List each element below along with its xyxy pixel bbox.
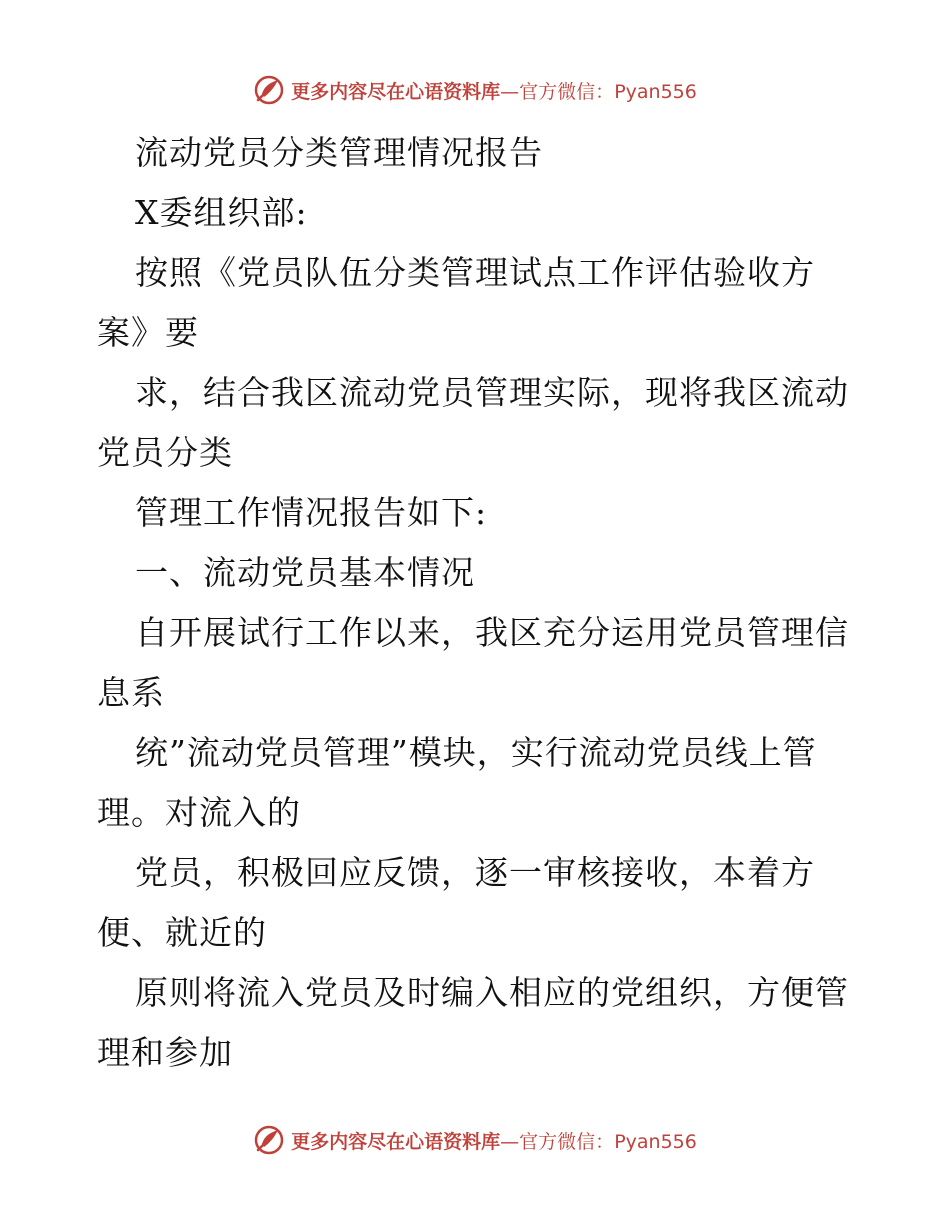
banner-wechat-label: 官方微信：: [519, 1130, 615, 1153]
footer-banner: [0, 1120, 950, 1160]
paragraph-line: 党员，积极回应反馈，逐一审核接收，本着方: [135, 853, 815, 892]
paragraph-line: 统”流动党员管理”模块，实行流动党员线上管: [135, 733, 817, 772]
paragraph-line: 管理工作情况报告如下:: [135, 493, 488, 532]
banner-main-text: 更多内容尽在心语资料库: [291, 1130, 501, 1153]
paragraph-line: 理。对流入的: [97, 793, 301, 832]
paragraph-line: 按照《党员队伍分类管理试点工作评估验收方: [135, 253, 815, 292]
banner-main-text: 更多内容尽在心语资料库: [291, 80, 501, 103]
document-title: 流动党员分类管理情况报告: [135, 133, 543, 172]
library-logo-icon: [253, 1124, 285, 1156]
paragraph-line: 息系: [97, 673, 165, 712]
library-logo-icon: [253, 74, 285, 106]
paragraph-line: 便、就近的: [97, 913, 267, 952]
banner-text: [291, 77, 697, 104]
document-body: [97, 123, 857, 1083]
paragraph-line: 理和参加: [97, 1033, 233, 1072]
paragraph-line: 原则将流入党员及时编入相应的党组织，方便管: [135, 973, 849, 1012]
banner-wechat-label: 官方微信：: [519, 80, 615, 103]
header-banner: [0, 70, 950, 110]
section-heading: 一、流动党员基本情况: [135, 553, 475, 592]
banner-wechat-id: Pyan556: [614, 80, 697, 103]
banner-text: [291, 1127, 697, 1154]
paragraph-line: 案》要: [97, 313, 199, 352]
addressee-line: X委组织部:: [135, 193, 308, 232]
banner-wechat-id: Pyan556: [614, 1130, 697, 1153]
banner-dash: —: [500, 1130, 520, 1153]
banner-dash: —: [500, 80, 520, 103]
paragraph-line: 自开展试行工作以来，我区充分运用党员管理信: [135, 613, 849, 652]
paragraph-line: 党员分类: [97, 433, 233, 472]
paragraph-line: 求，结合我区流动党员管理实际，现将我区流动: [135, 373, 849, 412]
